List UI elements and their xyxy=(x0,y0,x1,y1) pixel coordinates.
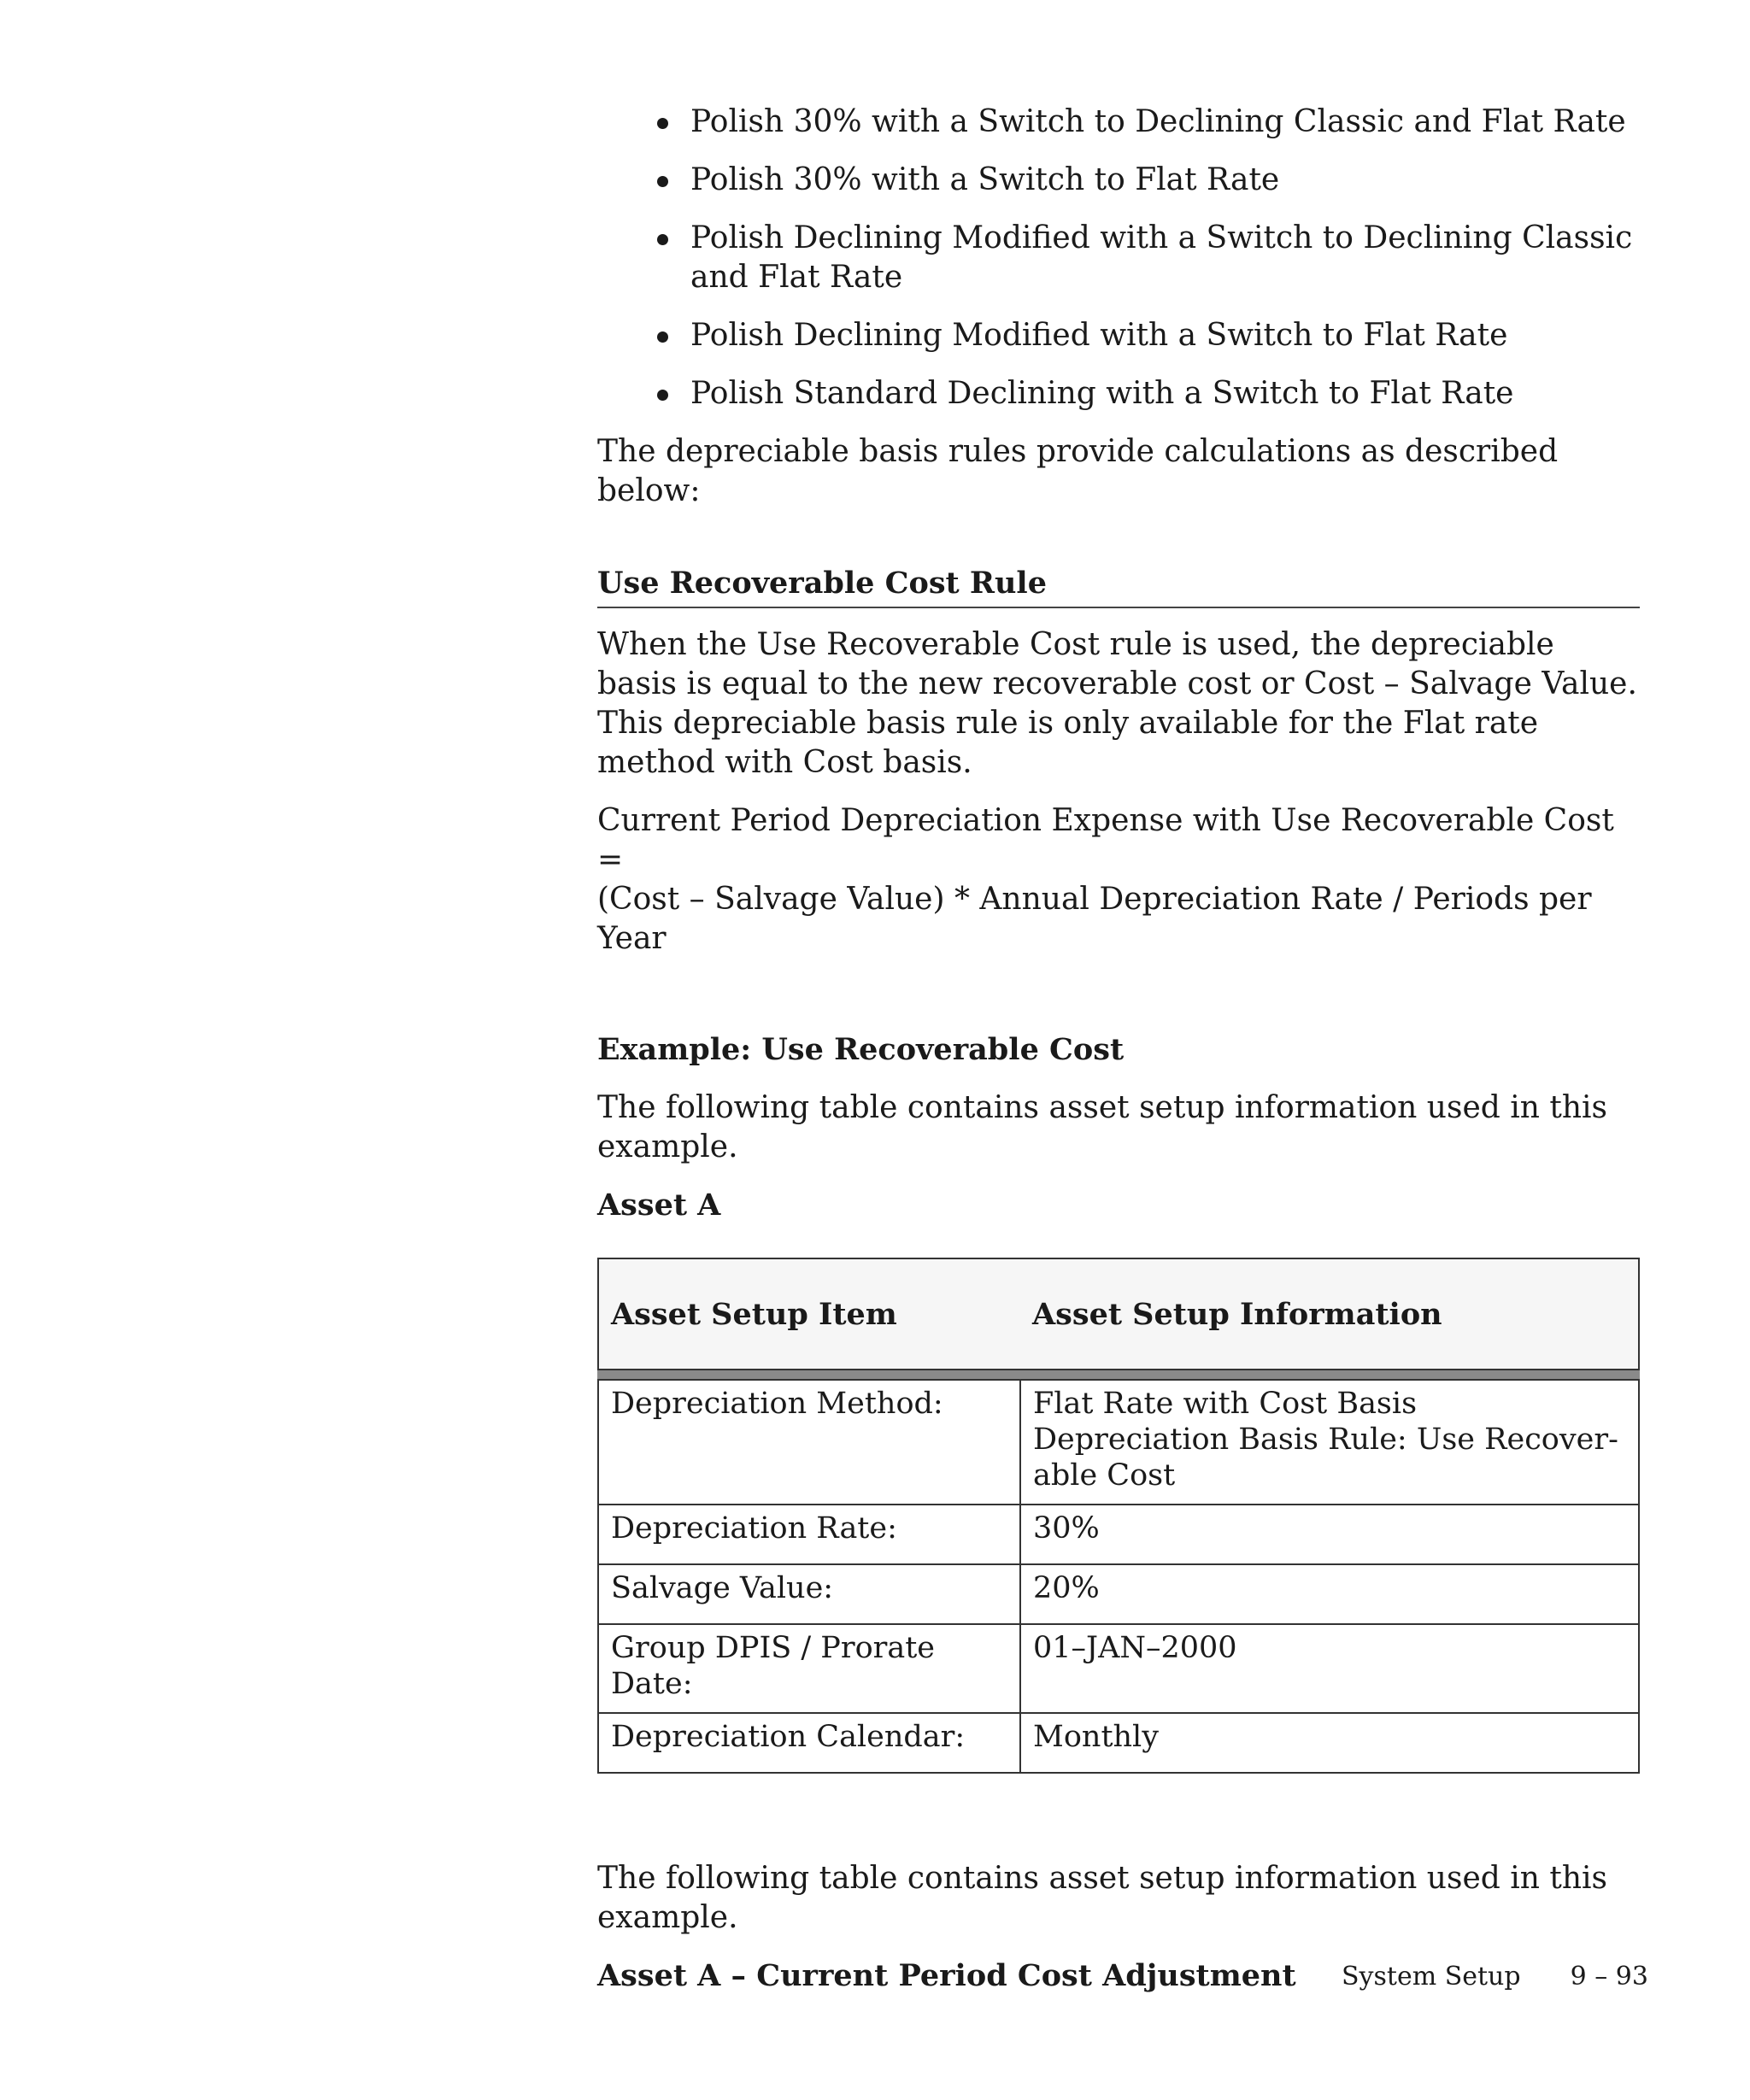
formula-line-2: (Cost – Salvage Value) * Annual Depreciation Rate / Periods per Year xyxy=(597,882,1592,956)
second-table-intro: The following table contains asset setup information used in this example. xyxy=(597,1861,1608,1935)
table-row xyxy=(598,1713,1639,1773)
bullet-text: Polish Standard Declining with a Switch to Flat Rate xyxy=(690,376,1514,411)
table-cell-item: Group DPIS / Prorate Date: xyxy=(598,1624,1020,1713)
method-bullet-list xyxy=(597,103,1640,414)
bullet-text: Polish 30% with a Switch to Declining Classic and Flat Rate xyxy=(690,104,1626,139)
table-header-row xyxy=(598,1258,1639,1370)
example-heading: Example: Use Recoverable Cost xyxy=(597,1032,1125,1067)
section-heading: Use Recoverable Cost Rule xyxy=(597,564,1640,608)
adjustment-heading: Asset A – Current Period Cost Adjustment xyxy=(597,1958,1296,1993)
column-header-info: Asset Setup Information xyxy=(1020,1258,1639,1370)
table-row xyxy=(598,1624,1639,1713)
table-row xyxy=(598,1505,1639,1564)
list-item xyxy=(597,374,1640,414)
table-cell-item: Salvage Value: xyxy=(598,1564,1020,1624)
info-line: Depreciation Basis Rule: Use Recover- xyxy=(1033,1422,1618,1457)
footer-section-title: System Setup xyxy=(1342,1962,1521,1991)
asset-heading: Asset A xyxy=(597,1188,721,1223)
table-cell-info: Monthly xyxy=(1020,1713,1639,1773)
bullet-dot-icon xyxy=(657,234,668,245)
info-line: Flat Rate with Cost Basis xyxy=(1033,1387,1418,1421)
bullet-dot-icon xyxy=(657,118,668,129)
list-item xyxy=(597,219,1640,297)
table-row xyxy=(598,1564,1639,1624)
info-line: able Cost xyxy=(1033,1458,1176,1493)
bullet-text: Polish Declining Modified with a Switch to Flat Rate xyxy=(690,318,1508,353)
bullet-dot-icon xyxy=(657,176,668,187)
table-cell-info: 20% xyxy=(1020,1564,1639,1624)
header-separator xyxy=(598,1370,1639,1380)
bullet-text: Polish 30% with a Switch to Flat Rate xyxy=(690,162,1280,197)
bullet-text: Polish Declining Modified with a Switch to Declining Classic and Flat Rate xyxy=(690,220,1633,295)
formula-line-1: Current Period Depreciation Expense with Use Recoverable Cost = xyxy=(597,803,1614,877)
intro-paragraph: The depreciable basis rules provide calculations as described below: xyxy=(597,434,1559,508)
list-item xyxy=(597,161,1640,200)
table-cell-item: Depreciation Method: xyxy=(598,1380,1020,1505)
table-cell-info xyxy=(1020,1380,1639,1505)
table-cell-item: Depreciation Calendar: xyxy=(598,1713,1020,1773)
asset-setup-table xyxy=(597,1258,1640,1774)
rule-description: When the Use Recoverable Cost rule is used, the depreciable basis is equal to the new recoverable cost or Cost – Salvage Value. This depreciable basis rule is only available for the Flat rate method with Cost basis. xyxy=(597,627,1637,780)
page-number: 9 – 93 xyxy=(1570,1962,1648,1991)
list-item xyxy=(597,103,1640,142)
table-cell-info: 30% xyxy=(1020,1505,1639,1564)
formula-paragraph xyxy=(597,801,1640,959)
bullet-dot-icon xyxy=(657,331,668,343)
list-item xyxy=(597,316,1640,355)
table-row xyxy=(598,1380,1639,1505)
table-cell-item: Depreciation Rate: xyxy=(598,1505,1020,1564)
table-cell-info: 01–JAN–2000 xyxy=(1020,1624,1639,1713)
page-content xyxy=(597,103,1640,1996)
bullet-dot-icon xyxy=(657,390,668,401)
column-header-item: Asset Setup Item xyxy=(598,1258,1020,1370)
page-footer xyxy=(1342,1962,1648,1992)
example-intro: The following table contains asset setup information used in this example. xyxy=(597,1090,1608,1164)
